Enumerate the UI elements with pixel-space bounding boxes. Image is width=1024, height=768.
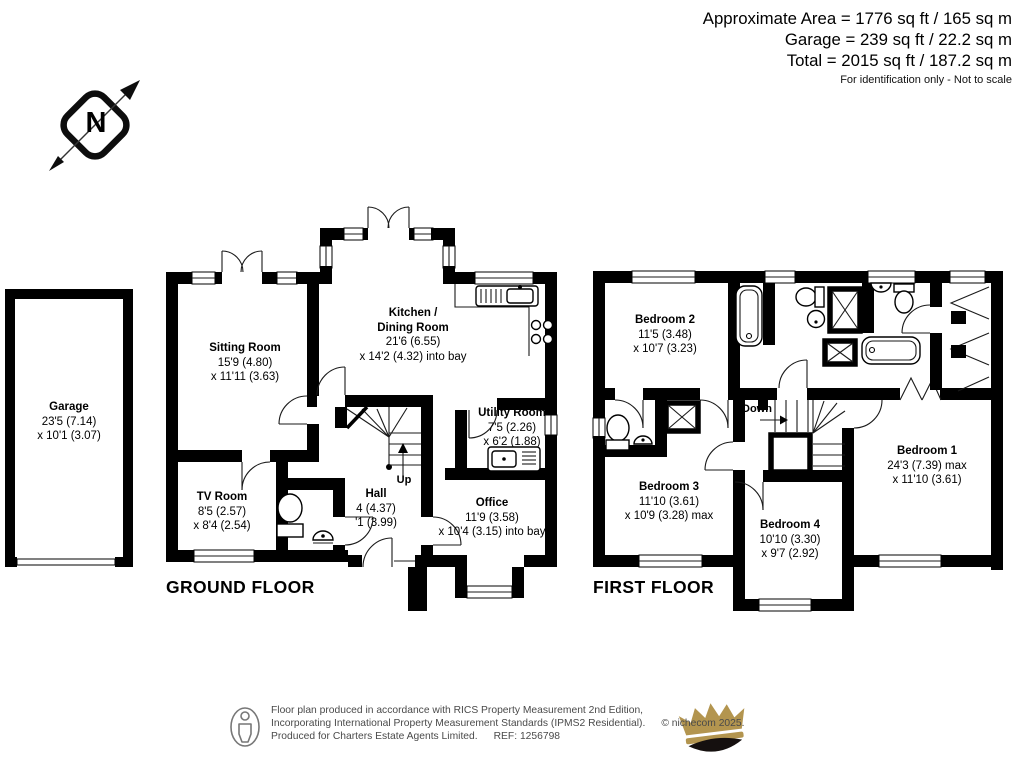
room-name: Utility Room — [478, 407, 546, 419]
room-dim: 10'10 (3.30) — [759, 533, 821, 546]
kitchen-dining-label — [342, 306, 484, 364]
room-dim: x 10'1 (3.07) — [37, 430, 101, 442]
room-dim: 15'9 (4.80) — [217, 356, 273, 369]
room-dim: x 6'2 (1.88) — [483, 436, 541, 448]
first-floor-title: FIRST FLOOR — [593, 577, 715, 597]
garage-label — [19, 400, 119, 444]
footer-line1: Floor plan produced in accordance with RICS Property Measurement 2nd Edition, — [271, 705, 644, 716]
room-dim: x 11'11 (3.63) — [210, 371, 280, 383]
room-name: Office — [475, 497, 509, 509]
room-name: Bedroom 2 — [634, 314, 696, 326]
room-name: Dining Room — [377, 321, 449, 334]
room-dim: '1 (3.99) — [355, 517, 397, 529]
office-label — [430, 496, 554, 540]
footer-agent: Produced for Charters Estate Agents Limited. — [271, 731, 478, 742]
stairs-up-label: Up — [396, 474, 412, 486]
shower-cubicle-icon — [825, 289, 860, 364]
room-dim: 23'5 (7.14) — [41, 415, 97, 428]
room-dim: x 9'7 (2.92) — [761, 548, 819, 560]
utility-room-label — [452, 406, 572, 450]
compass-north-label: N — [85, 107, 107, 139]
scale-disclaimer: For identification only - Not to scale — [840, 74, 1012, 86]
room-dim: x 10'7 (3.23) — [633, 343, 697, 355]
room-dim: x 14'2 (4.32) into bay — [359, 350, 467, 363]
approximate-area: Approximate Area = 1776 sq ft / 165 sq m — [702, 9, 1012, 28]
tv-room-label — [162, 490, 282, 534]
area-summary — [703, 8, 1012, 86]
bedroom1-label — [862, 444, 992, 488]
family-toilet-icon — [796, 287, 824, 307]
family-basin-icon — [808, 311, 825, 328]
stairs-down-label: Down — [742, 403, 772, 415]
bedroom4-label — [730, 518, 850, 562]
first-wc-toilet-icon — [606, 415, 629, 450]
ground-wc-basin-icon — [313, 531, 333, 543]
first-wc-basin-icon — [634, 436, 652, 444]
wardrobe-icon — [951, 287, 989, 391]
ground-floor-stairs — [347, 407, 421, 478]
ensuite-bath-icon — [862, 337, 920, 364]
utility-sink-icon — [488, 447, 540, 471]
ground-floor-title: GROUND FLOOR — [166, 577, 315, 597]
footer-standards: Incorporating International Property Measurement Standards (IPMS2 Residential). — [271, 718, 646, 729]
total-area: Total = 2015 sq ft / 187.2 sq m — [786, 51, 1012, 70]
footer-line2 — [271, 717, 744, 730]
room-dim: 11'9 (3.58) — [465, 511, 519, 524]
room-dim: x 10'4 (3.15) into bay — [438, 526, 546, 538]
room-name: Bedroom 1 — [896, 445, 958, 457]
kitchen-sink-icon — [476, 285, 538, 306]
room-dim: 8'5 (2.57) — [197, 505, 247, 518]
room-name: Garage — [49, 401, 89, 413]
room-dim: 7'5 (2.26) — [487, 421, 537, 434]
room-dim: 21'6 (6.55) — [385, 336, 441, 348]
room-name: Kitchen / — [388, 307, 438, 319]
room-dim: 4 (4.37) — [356, 502, 396, 515]
first-shower-cubicle-icon — [666, 403, 698, 431]
footer-line3 — [271, 730, 744, 743]
room-dim: 11'10 (3.61) — [638, 495, 700, 508]
sitting-room-label — [185, 341, 305, 385]
room-name: Sitting Room — [209, 342, 281, 354]
room-dim: x 8'4 (2.54) — [193, 520, 251, 532]
room-name: Hall — [365, 488, 387, 500]
room-dim: x 11'10 (3.61) — [892, 474, 962, 486]
room-dim: 24'3 (7.39) max — [887, 459, 967, 472]
room-name: Bedroom 3 — [638, 481, 700, 493]
room-dim: 11'5 (3.48) — [638, 328, 692, 341]
footer-ref: REF: 1256798 — [493, 731, 561, 742]
footer-disclaimer — [228, 704, 744, 748]
family-bath-icon — [736, 286, 762, 346]
room-dim: x 10'9 (3.28) max — [624, 510, 714, 522]
hall-label — [345, 487, 407, 531]
ensuite-toilet-icon — [894, 284, 914, 313]
bedroom3-label — [607, 480, 731, 524]
room-name: TV Room — [196, 491, 248, 503]
room-name: Bedroom 4 — [759, 519, 821, 531]
footer-copyright: © nichecom 2025. — [661, 718, 745, 729]
garage-area: Garage = 239 sq ft / 22.2 sq m — [784, 30, 1012, 49]
bedroom2-label — [605, 313, 725, 357]
